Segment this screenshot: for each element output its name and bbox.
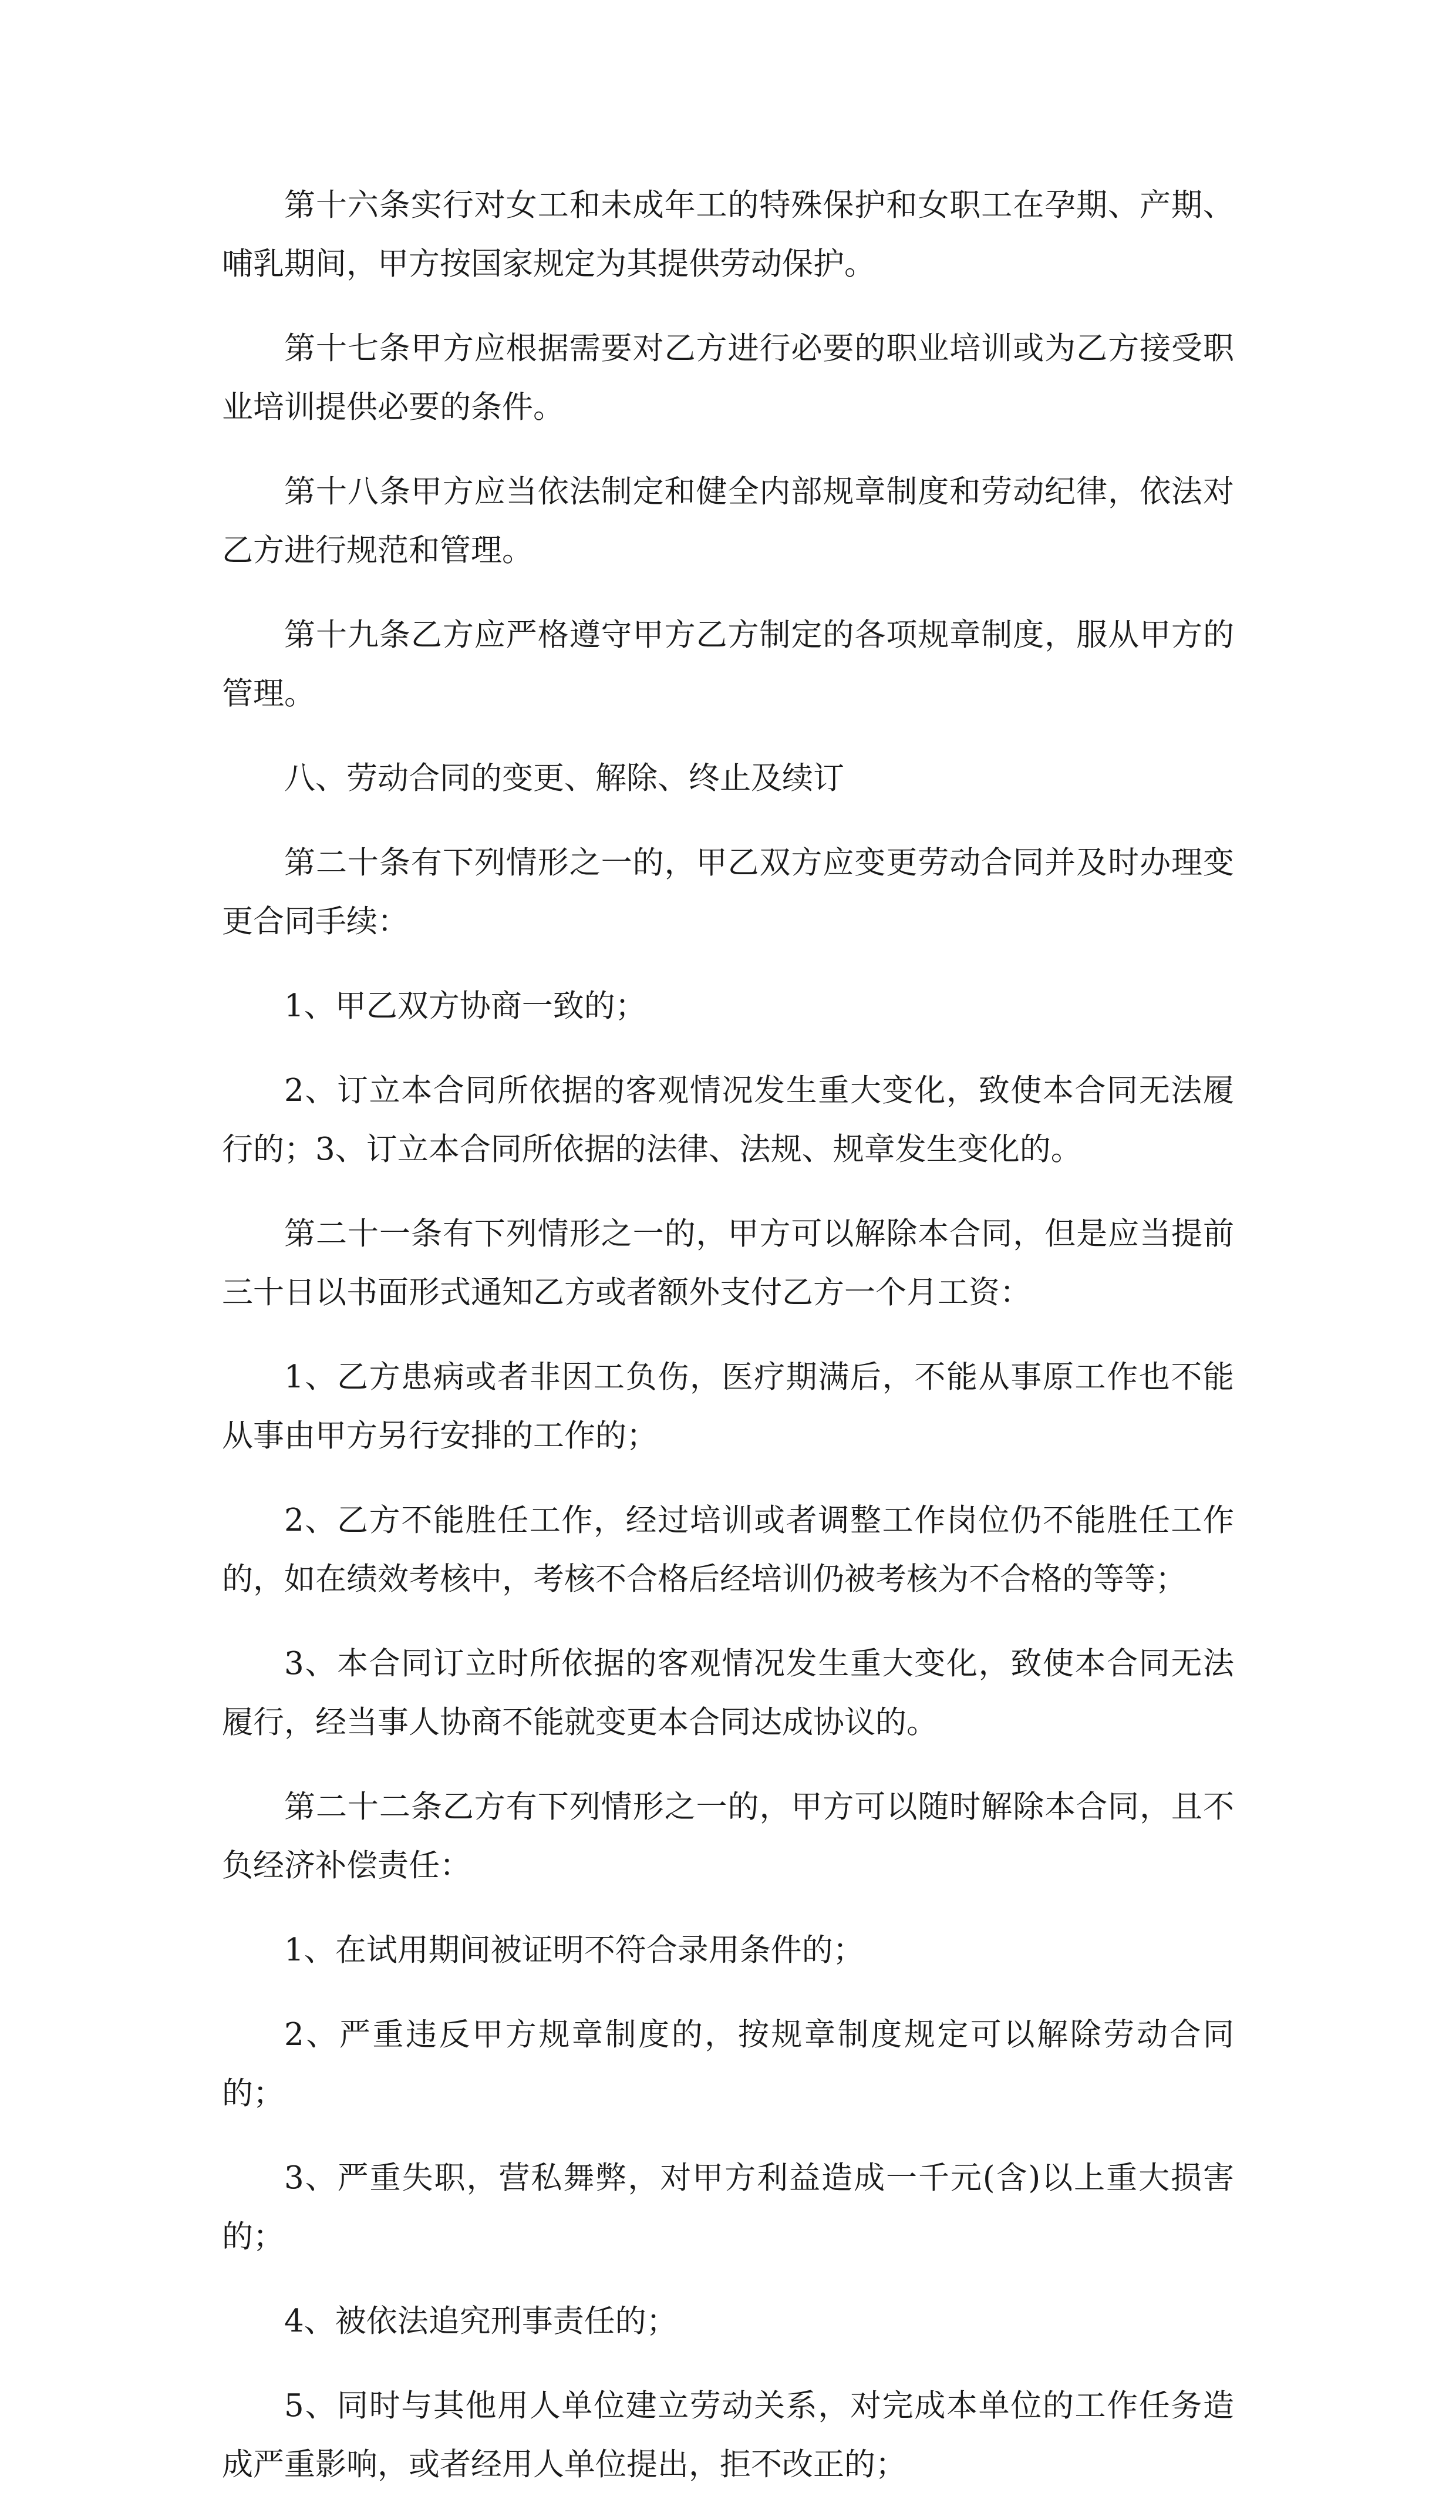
list-item: 2、乙方不能胜任工作，经过培训或者调整工作岗位仍不能胜任工作的，如在绩效考核中，考核不合格后经培训仍被考核为不合格的等等； (222, 1502, 1234, 1597)
paragraph-article-21: 第二十一条有下列情形之一的，甲方可以解除本合同，但是应当提前三十日以书面形式通知乙方或者额外支付乙方一个月工资： (222, 1216, 1234, 1310)
list-item: 2、严重违反甲方规章制度的，按规章制度规定可以解除劳动合同的； (222, 2017, 1234, 2111)
list-item: 1、在试用期间被证明不符合录用条件的； (284, 1932, 864, 1968)
document-body (222, 176, 1234, 2520)
paragraph-article-16: 第十六条实行对女工和未成年工的特殊保护和女职工在孕期、产期、哺乳期间，甲方按国家规定为其提供劳动保护。 (222, 187, 1234, 282)
list-item: 2、订立本合同所依据的客观情况发生重大变化，致使本合同无法履行的；3、订立本合同所依据的法律、法规、规章发生变化的。 (222, 1073, 1234, 1167)
list-item: 1、甲乙双方协商一致的； (284, 988, 646, 1024)
list-item: 1、乙方患病或者非因工负伤，医疗期满后，不能从事原工作也不能从事由甲方另行安排的工作的； (222, 1359, 1234, 1454)
paragraph-article-20: 第二十条有下列情形之一的，甲乙双方应变更劳动合同并及时办理变更合同手续： (222, 845, 1234, 939)
paragraph-article-22: 第二十二条乙方有下列情形之一的，甲方可以随时解除本合同，且不负经济补偿责任： (222, 1789, 1234, 1884)
list-item: 3、严重失职，营私舞弊，对甲方利益造成一千元(含)以上重大损害的； (222, 2160, 1234, 2255)
list-item: 3、本合同订立时所依据的客观情况发生重大变化，致使本合同无法履行，经当事人协商不能就变更本合同达成协议的。 (222, 1646, 1234, 1740)
paragraph-article-18: 第十八条甲方应当依法制定和健全内部规章制度和劳动纪律，依法对乙方进行规范和管理。 (222, 474, 1234, 568)
paragraph-article-17: 第十七条甲方应根据需要对乙方进行必要的职业培训或为乙方接受职业培训提供必要的条件。 (222, 331, 1234, 425)
section-heading-8: 八、劳动合同的变更、解除、终止及续订 (284, 760, 844, 796)
list-item: 4、被依法追究刑事责任的； (284, 2303, 678, 2339)
paragraph-article-19: 第十九条乙方应严格遵守甲方乙方制定的各项规章制度，服从甲方的管理。 (222, 617, 1234, 712)
list-item: 5、同时与其他用人单位建立劳动关系，对完成本单位的工作任务造成严重影响，或者经用人单位提出，拒不改正的； (222, 2388, 1234, 2482)
